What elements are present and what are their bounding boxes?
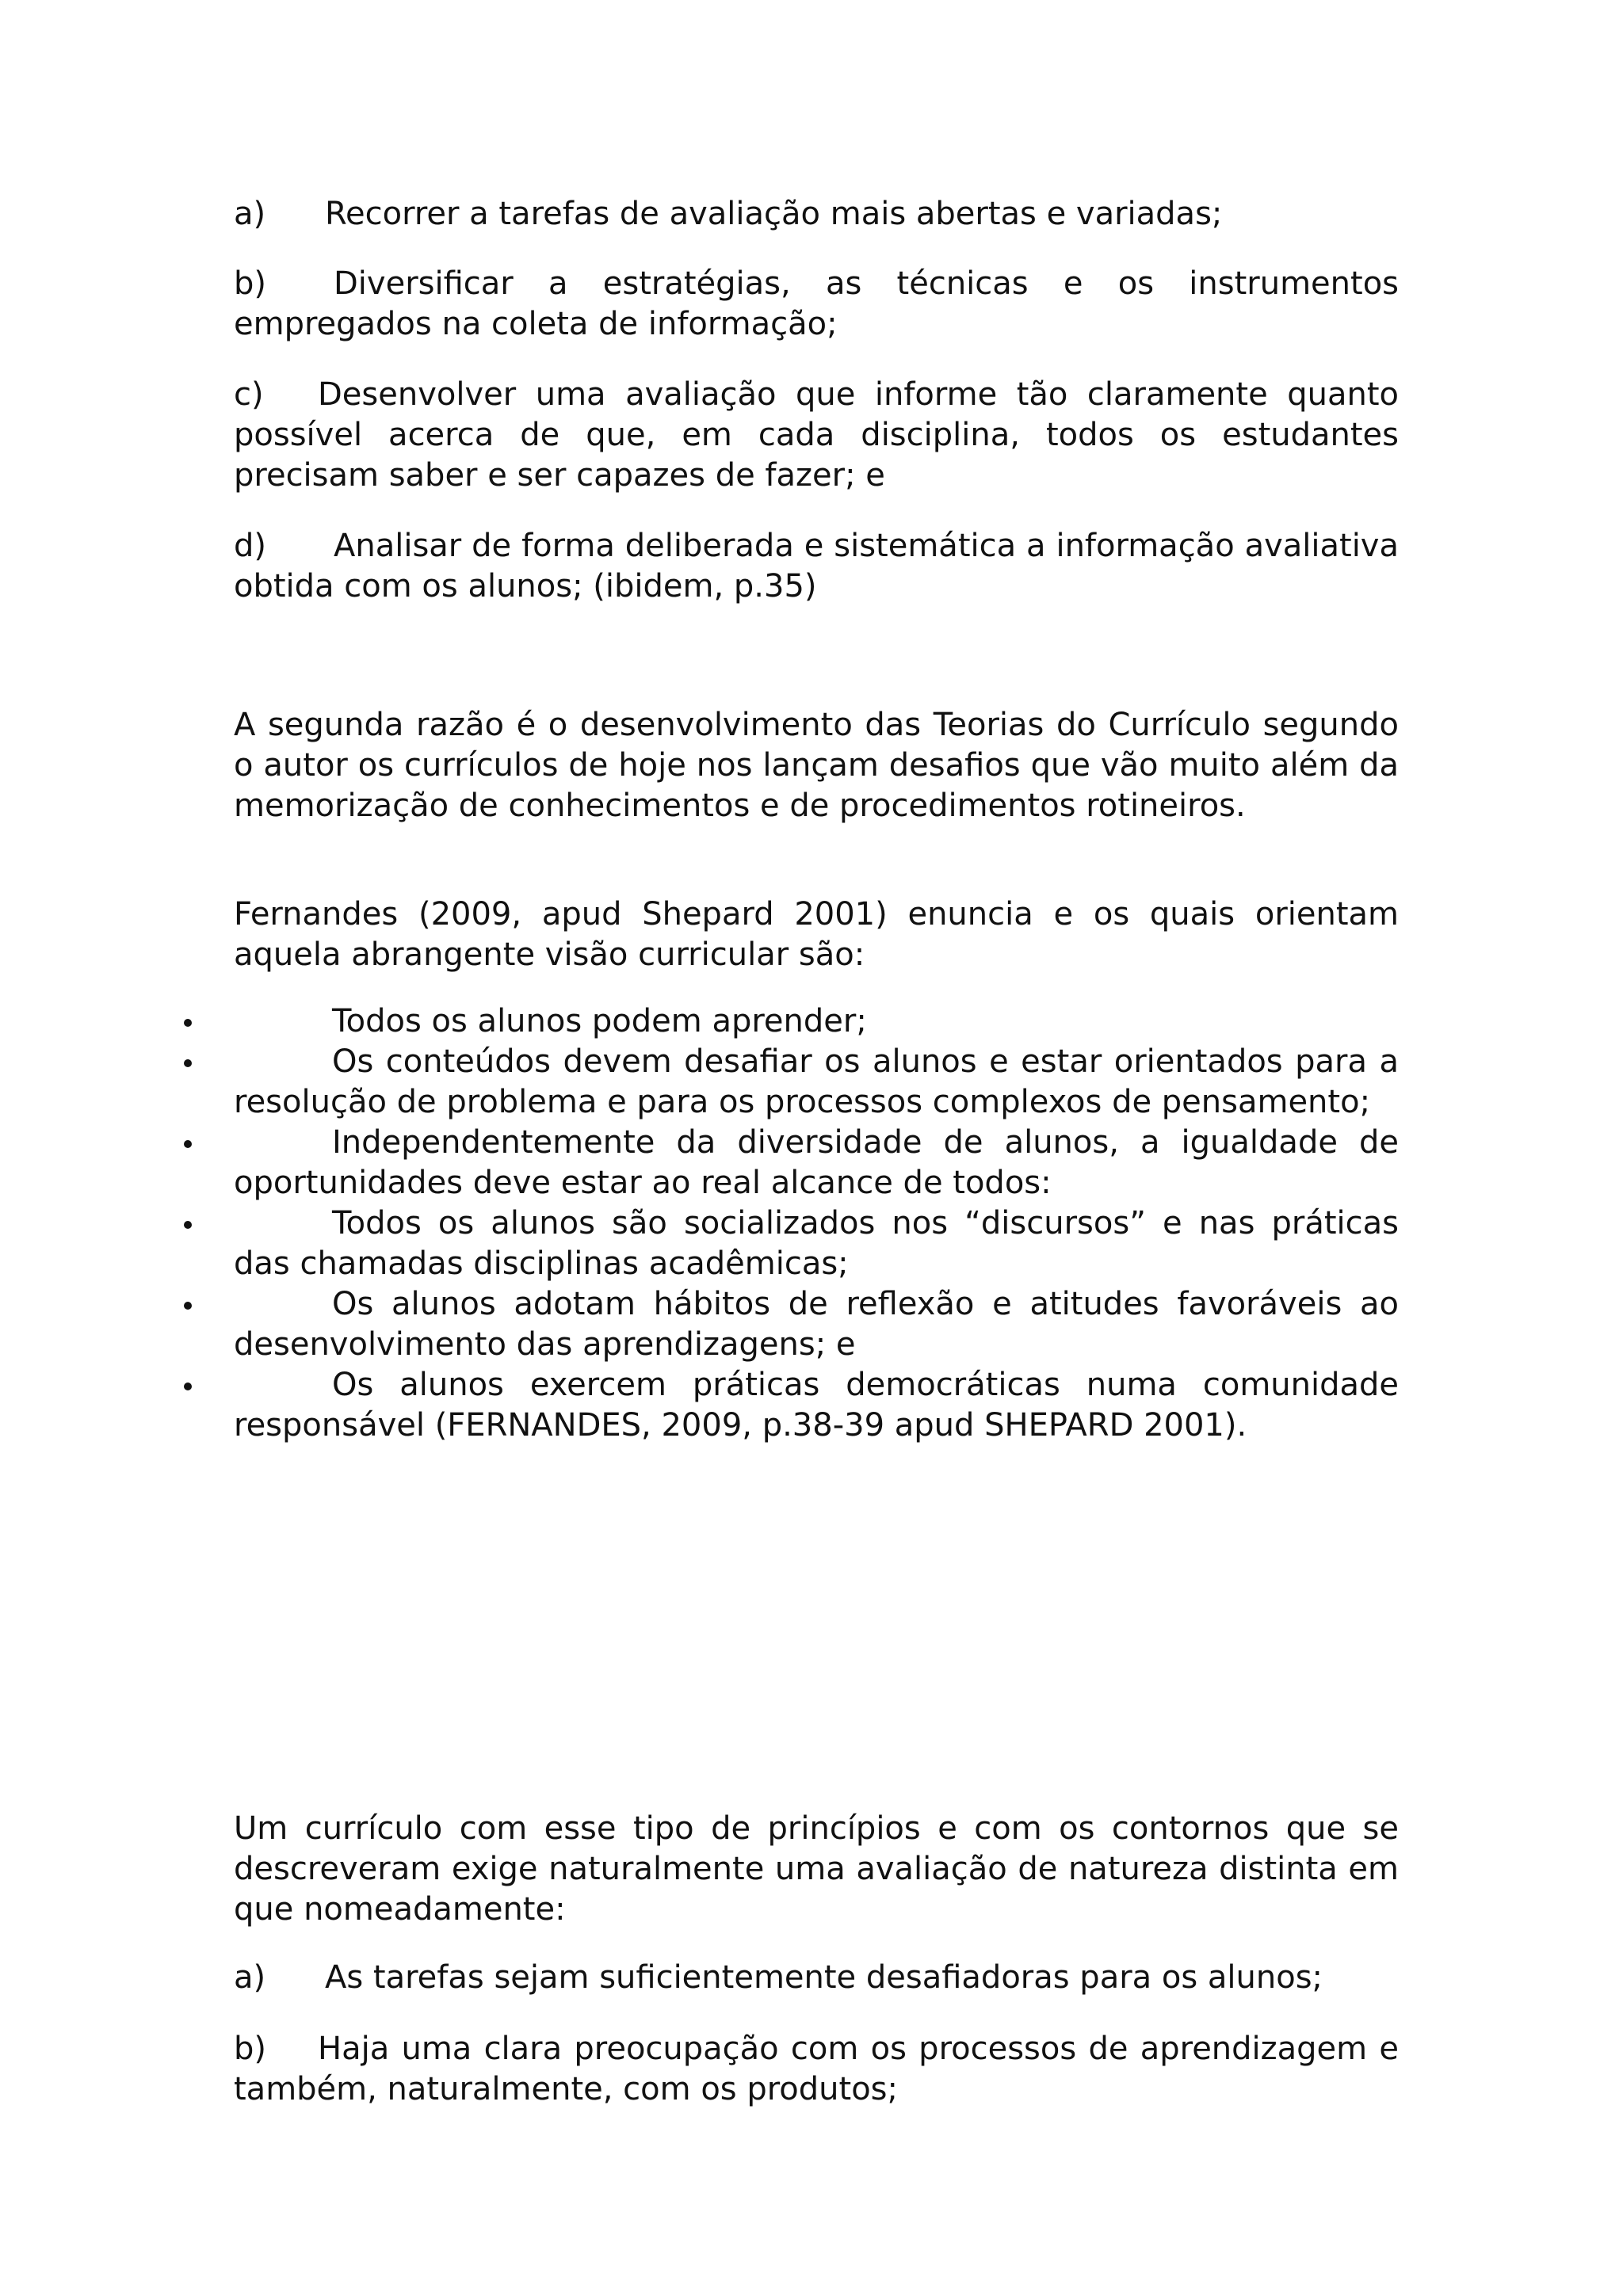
list-item-label: c)	[234, 376, 264, 413]
list-item-c	[234, 375, 1399, 496]
list-item-label: d)	[234, 528, 266, 564]
bullet-icon	[184, 1302, 192, 1310]
bullet-icon	[184, 1140, 192, 1148]
list-item-text: Analisar de forma deliberada e sistemática a informação avaliativa obtida com os alunos; (ibidem, p.35)	[234, 528, 1399, 605]
body-paragraph: A segunda razão é o desenvolvimento das Teorias do Currículo segundo o autor os currículos de hoje nos lançam desafios que vão muito além da memorização de conhecimentos e de procedimentos rotineiros.	[234, 707, 1399, 824]
list-item-label: a)	[234, 1959, 266, 1996]
list-item-b	[234, 264, 1399, 345]
bullet-icon	[184, 1221, 192, 1229]
bullet-icon	[184, 1383, 192, 1390]
bullet-item: Os alunos exercem práticas democráticas numa comunidade responsável (FERNANDES, 2009, p.38-39 apud SHEPARD 2001).	[234, 1365, 1399, 1446]
bullet-item: Os alunos adotam hábitos de reflexão e atitudes favoráveis ao desenvolvimento das aprendizagens; e	[234, 1284, 1399, 1365]
list-item-a	[234, 194, 1399, 235]
body-paragraph: Um currículo com esse tipo de princípios e com os contornos que se descreveram exige naturalmente uma avaliação de natureza distinta em que nomeadamente:	[234, 1810, 1399, 1928]
list-item-a	[234, 1958, 1399, 1998]
bullet-item: Todos os alunos são socializados nos “discursos” e nas práticas das chamadas disciplinas acadêmicas;	[234, 1203, 1399, 1284]
bullet-list	[234, 1001, 1399, 1446]
list-item-b	[234, 2029, 1399, 2110]
list-item-text: As tarefas sejam suficientemente desafiadoras para os alunos;	[325, 1959, 1323, 1996]
list-item-text: Diversificar a estratégias, as técnicas e os instrumentos empregados na coleta de informação;	[234, 265, 1399, 342]
bullet-icon	[184, 1059, 192, 1067]
body-paragraph: Fernandes (2009, apud Shepard 2001) enuncia e os quais orientam aquela abrangente visão curricular são:	[234, 896, 1399, 973]
bullet-icon	[184, 1019, 192, 1027]
list-item-text: Haja uma clara preocupação com os processos de aprendizagem e também, naturalmente, com os produtos;	[234, 2031, 1399, 2107]
bullet-item: Independentemente da diversidade de alunos, a igualdade de oportunidades deve estar ao real alcance de todos:	[234, 1123, 1399, 1203]
list-item-label: b)	[234, 2031, 266, 2067]
bullet-item: Todos os alunos podem aprender;	[234, 1001, 1399, 1042]
list-item-label: a)	[234, 196, 266, 232]
list-item-label: b)	[234, 265, 266, 302]
list-item-d	[234, 526, 1399, 607]
list-item-text: Desenvolver uma avaliação que informe tão claramente quanto possível acerca de que, em cada disciplina, todos os estudantes precisam saber e ser capazes de fazer; e	[234, 376, 1399, 494]
list-item-text: Recorrer a tarefas de avaliação mais abertas e variadas;	[325, 196, 1223, 232]
bullet-item: Os conteúdos devem desafiar os alunos e estar orientados para a resolução de problema e para os processos complexos de pensamento;	[234, 1042, 1399, 1123]
